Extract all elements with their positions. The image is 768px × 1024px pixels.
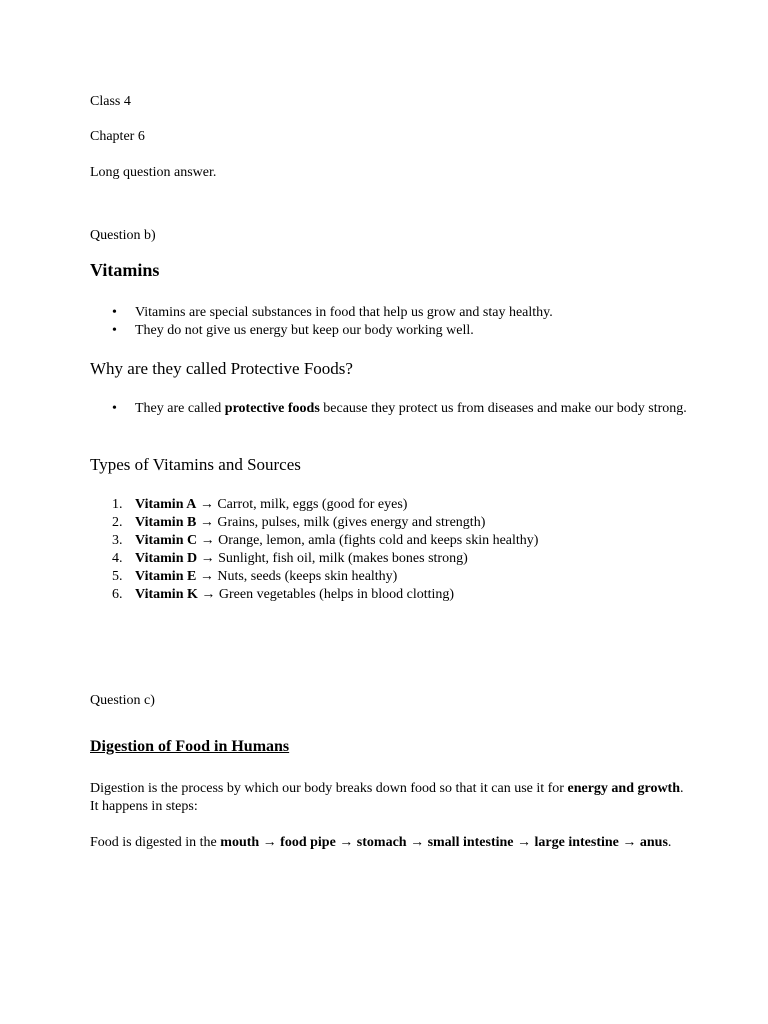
vitamin-item <box>90 568 690 586</box>
vitamin-sources: → Carrot, milk, eggs (good for eyes) <box>196 497 408 512</box>
definition-text-after: . It happens in steps: <box>90 781 684 814</box>
vitamin-sources: → Green vegetables (helps in blood clotting) <box>197 587 455 602</box>
question-b-label: Question b) <box>90 228 156 243</box>
item-number: 5. <box>112 569 123 584</box>
question-c-label: Question c) <box>90 693 155 708</box>
vitamin-sources: → Sunlight, fish oil, milk (makes bones strong) <box>197 551 468 566</box>
digestion-path <box>90 834 690 852</box>
protective-foods-list <box>90 400 690 418</box>
list-item-text-bold: protective foods <box>224 401 320 416</box>
digestion-heading: Digestion of Food in Humans <box>90 738 290 755</box>
vitamin-item <box>90 496 690 514</box>
item-number: 3. <box>112 533 123 548</box>
list-item <box>90 322 690 340</box>
section-label: Long question answer. <box>90 165 217 180</box>
list-item <box>90 304 690 322</box>
list-item-text-before: They are called <box>135 401 225 416</box>
bullet-icon: • <box>112 305 117 320</box>
item-number: 4. <box>112 551 123 566</box>
item-number: 6. <box>112 587 123 602</box>
vitamin-name: Vitamin A <box>135 497 197 512</box>
list-item-text: They do not give us energy but keep our body working well. <box>135 323 474 338</box>
vitamin-name: Vitamin K <box>135 587 198 602</box>
chapter-label: Chapter 6 <box>90 129 145 144</box>
vitamin-sources: → Orange, lemon, amla (fights cold and keeps skin healthy) <box>197 533 539 548</box>
vitamins-list <box>90 496 690 604</box>
vitamin-name: Vitamin E <box>135 569 197 584</box>
protective-foods-heading: Why are they called Protective Foods? <box>90 359 353 378</box>
bullet-icon: • <box>112 323 117 338</box>
path-text-before: Food is digested in the <box>90 835 221 850</box>
vitamin-item <box>90 532 690 550</box>
vitamin-name: Vitamin D <box>135 551 198 566</box>
vitamin-sources: → Grains, pulses, milk (gives energy and strength) <box>196 515 486 530</box>
vitamins-intro-list <box>90 304 690 340</box>
vitamin-sources: → Nuts, seeds (keeps skin healthy) <box>196 569 398 584</box>
digestion-definition <box>90 780 690 816</box>
vitamin-item <box>90 586 690 604</box>
definition-text-bold: energy and growth <box>567 781 681 796</box>
types-of-vitamins-heading: Types of Vitamins and Sources <box>90 455 301 474</box>
definition-text-before: Digestion is the process by which our body breaks down food so that it can use it for <box>90 781 568 796</box>
vitamin-name: Vitamin B <box>135 515 197 530</box>
vitamin-name: Vitamin C <box>135 533 198 548</box>
class-label: Class 4 <box>90 94 131 109</box>
bullet-icon: • <box>112 401 117 416</box>
list-item-text-after: because they protect us from diseases and make our body strong. <box>319 401 687 416</box>
vitamin-item <box>90 550 690 568</box>
item-number: 1. <box>112 497 123 512</box>
list-item-text: Vitamins are special substances in food that help us grow and stay healthy. <box>135 305 553 320</box>
vitamins-heading: Vitamins <box>90 260 160 280</box>
path-text-after: . <box>667 835 672 850</box>
vitamin-item <box>90 514 690 532</box>
item-number: 2. <box>112 515 123 530</box>
path-text-bold: mouth → food pipe → stomach → small intestine → large intestine → anus <box>220 835 668 850</box>
list-item <box>90 400 690 418</box>
